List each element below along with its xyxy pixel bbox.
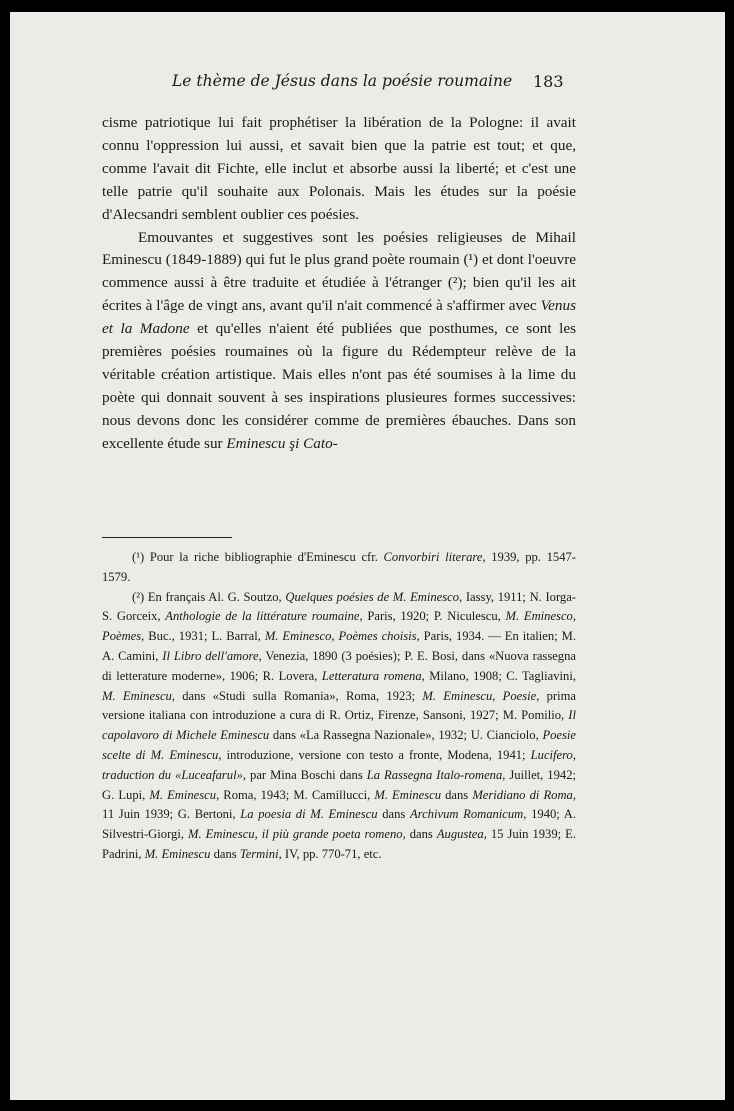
fn2-t10: dans «La Rassegna Nazionale», 1932; U. Cianciolo, (272, 728, 539, 743)
fn2-t17: dans (382, 807, 406, 822)
fn2-t11: , introduzione, versione con testo a fronte, Modena, 1941; (218, 747, 526, 762)
footnote-ref-2: (²) (447, 274, 463, 292)
fn2-t09: , prima versione italiana con introduzione a cura di R. Ortiz, Firenze, Sansoni, 1927; M. Pomilio, (102, 688, 576, 723)
footnote-divider (102, 537, 232, 538)
p2-text-b: et dont l'oeuvre commence aussi à être traduite et étudiée à l'étranger (102, 251, 577, 292)
paragraph-1: cisme patriotique lui fait prophétiser la libération de la Pologne: il avait connu l'oppression lui aussi, et savait bien que la patrie est tout; et que, comme l'avait dit Fichte, elle inclut et absorbe aussi la liberté; et c'est une telle patrie qu'il souhaite aux Polonais. Mais les études sur la poésie d'Alecsandri semblent oublier ces poésies. (102, 114, 576, 223)
fn2-i04: M. Eminesco, Poèmes choisis (264, 629, 417, 644)
footnote-ref-1: (¹) (463, 251, 479, 269)
fn2-i14: M. Eminescu (374, 787, 442, 802)
fn2-i13: M. Eminescu (149, 787, 217, 802)
fn2-t03: , Paris, 1920; P. Niculescu, (359, 609, 501, 624)
footnote-1-marker: (¹) (132, 550, 145, 564)
fn2-t12: , par Mina Boschi dans (242, 767, 363, 782)
fn2-t21: dans (213, 846, 237, 861)
page-number: 183 (533, 72, 564, 91)
fn2-i10: Poesie scelte di M. Eminescu (102, 728, 577, 762)
fn2-t02: , Iassy, 1911; N. Iorga-S. Gorceix, (102, 589, 577, 624)
fn2-i07: M. Eminescu (102, 688, 172, 703)
p2-text-c: ; bien qu'il les ait écrites à l'âge de vingt ans, avant qu'il n'ait commencé à s'affirmer avec (102, 274, 576, 315)
fn2-i09: Il capolavoro di Michele Eminescu (102, 708, 576, 743)
fn2-t16: , 11 Juin 1939; G. Bertoni, (102, 787, 576, 822)
fn2-t15: dans (445, 787, 469, 802)
fn2-i05: Il Libro dell'amore (162, 648, 259, 663)
fn2-t19: , dans (402, 827, 433, 842)
fn2-t14: , Roma, 1943; M. Camillucci, (216, 787, 371, 802)
fn2-t01: En français Al. G. Soutzo, (147, 589, 282, 604)
fn2-i15: Meridiano di Roma (472, 787, 573, 802)
work-title-venus: Venus et la Madone (102, 297, 576, 338)
fn2-i11: Lucifero, traduction du «Luceafarul» (102, 747, 576, 782)
fn2-t18: , 1940; A. Silvestri-Giorgi, (102, 807, 577, 842)
footnote-2 (102, 588, 576, 865)
fn2-i02: Anthologie de la littérature roumaine (165, 609, 360, 624)
p2-text-d: et qu'elles n'aient été publiées que posthumes, ce sont les premières poésies roumaines où la figure du Rédempteur relève de la véritable création artistique. Mais elles n'ont pas été soumises à la lime du poète qui donnait souvent à ses inspirations plusieures formes successives: nous devons donc les considérer comme de premières ébauches. Dans son excellente étude sur (102, 320, 577, 452)
p2-text-a: Emouvantes et suggestives sont les poésies religieuses de Mihail Eminescu (1849-1889) qui fut le plus grand poète roumain (102, 228, 576, 269)
fn2-t07: , Milano, 1908; C. Tagliavini, (421, 668, 577, 683)
fn2-i06: Letteratura romena (321, 668, 422, 683)
fn2-i18: M. Eminescu, il più grande poeta romeno (188, 827, 403, 842)
footnote-2-marker: (²) (132, 589, 145, 604)
fn2-t06: , Venezia, 1890 (3 poésies); P. E. Bosi, dans «Nuova rassegna di letterature moderne», 1906; R. Lovera, (102, 648, 576, 683)
fn2-t04: , Buc., 1931; L. Barral, (141, 629, 261, 644)
running-title: Le thème de Jésus dans la poésie roumaine (172, 72, 513, 90)
fn2-t22: , IV, pp. 770-71, etc. (278, 846, 382, 861)
fn2-t13: , Juillet, 1942; G. Lupi, (102, 767, 576, 802)
footnotes (102, 548, 576, 865)
fn2-i20: M. Eminescu (144, 846, 211, 861)
fn2-i16: La poesia di M. Eminescu (240, 807, 378, 822)
fn2-i19: Augustea (436, 827, 484, 842)
fn2-t05: , Paris, 1934. — En italien; M. A. Camini, (102, 629, 576, 663)
footnote-1 (102, 548, 576, 588)
fn1-text-a: Pour la riche bibliographie d'Eminescu cfr. (149, 550, 378, 564)
book-page (10, 12, 725, 1100)
fn1-title: Convorbiri literare (383, 550, 483, 564)
fn2-i01: Quelques poésies de M. Eminesco (285, 589, 460, 604)
fn2-i08: M. Eminescu, Poesie (422, 688, 537, 703)
fn2-i03: M. Eminesco, Poèmes (102, 609, 576, 644)
fn2-i17: Archivum Romanicum (409, 807, 524, 822)
fn2-i12: La Rassegna Italo-romena (366, 767, 503, 782)
page-header (10, 72, 725, 96)
fn2-t20: , 15 Juin 1939; E. Padrini, (102, 827, 576, 861)
body-text (102, 112, 576, 456)
paragraph-2 (102, 227, 576, 456)
fn1-text-b: , 1939, pp. 1547-1579. (102, 550, 576, 584)
fn2-t08: , dans «Studi sulla Romania», Roma, 1923; (171, 688, 416, 703)
work-title-eminescu: Eminescu şi Cato- (226, 434, 338, 452)
fn2-i21: Termini (239, 846, 279, 861)
